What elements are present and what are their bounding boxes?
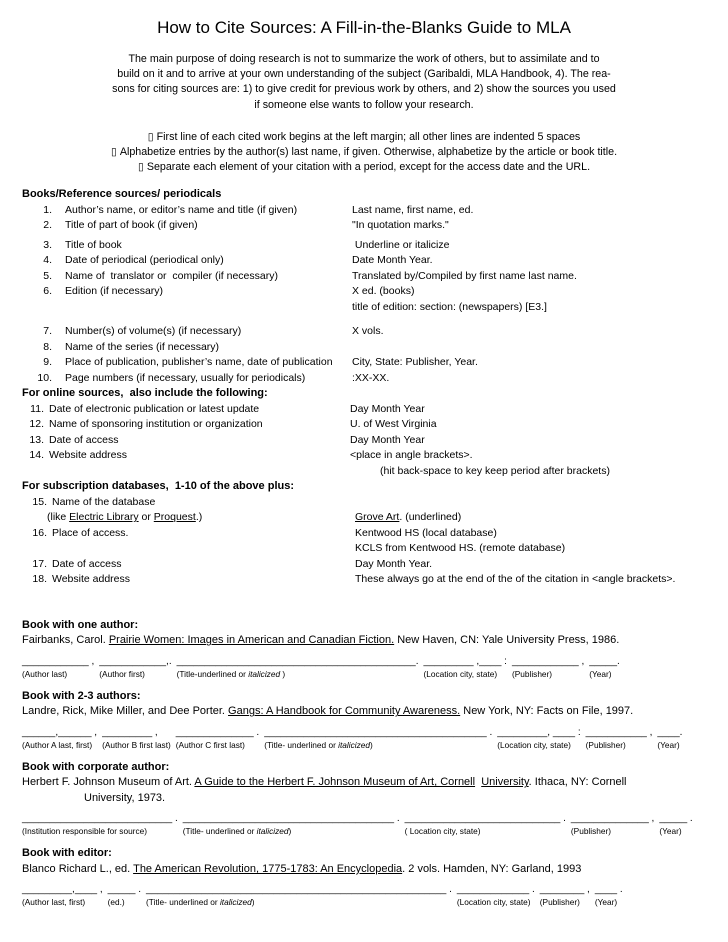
row-description: Number(s) of volume(s) (if necessary) [65, 325, 242, 338]
fill-in-blanks-row [22, 883, 706, 907]
row-description: Website address [52, 573, 131, 586]
citation-title-underlined: A Guide to the Herbert F. Johnson Museum of Art, Cornell [194, 776, 476, 789]
list-row [22, 495, 706, 511]
fill-in-segment [264, 726, 492, 750]
blank-line: ______________________________________________________ . [146, 884, 452, 896]
example-editor [22, 846, 706, 907]
list-row [22, 203, 706, 219]
fill-in-segment [176, 726, 259, 750]
blank-label: (Title- underlined or italicized) [264, 739, 373, 750]
blank-line: ___________________________ . [22, 813, 178, 825]
fill-in-segment [22, 655, 94, 679]
list-row [22, 572, 706, 588]
row-format: U. of West Virginia [350, 418, 437, 431]
example-one-author [22, 618, 706, 679]
row-number: 16. [32, 526, 47, 539]
fill-in-blanks-row [22, 726, 706, 750]
row-format: Day Month Year [350, 433, 425, 446]
row-format: Kentwood HS (local database) [355, 526, 497, 539]
list-row [22, 238, 706, 254]
list-row [22, 541, 706, 557]
row-description: Name of the database [52, 495, 156, 508]
blank-line: ____ . [594, 884, 623, 896]
row-number: 6. [43, 285, 52, 298]
blank-label: (Year) [659, 826, 682, 837]
blank-label: (Location city, state) [497, 739, 571, 750]
row-description: Date of access [49, 433, 119, 446]
row-description: Date of periodical (periodical only) [65, 254, 224, 267]
fill-in-segment [405, 812, 566, 836]
bullet-text: Alphabetize entries by the author(s) last name, if given. Otherwise, alphabetize by the article or book title. [119, 146, 618, 159]
fill-in-segment [102, 726, 171, 750]
blank-label: (Year) [657, 739, 680, 750]
list-row [22, 324, 706, 340]
blank-label: (Author B first last) [102, 739, 171, 750]
row-number: 15. [32, 495, 47, 508]
citation-title-underlined: Gangs: A Handbook for Community Awareness. [228, 705, 461, 718]
blank-label: (Location city, state) [456, 897, 531, 908]
list-row [22, 464, 706, 480]
underlined-term: Proquest [153, 511, 196, 524]
row-format: City, State: Publisher, Year. [352, 356, 478, 369]
row-number: 3. [43, 238, 52, 251]
row-description: Website address [49, 449, 128, 462]
row-description: Title of part of book (if given) [65, 219, 198, 232]
blank-line: ___________ , [585, 726, 653, 738]
blank-label: (Author A last, first) [22, 739, 93, 750]
blank-label: (ed.) [107, 897, 125, 908]
blank-label: (Publisher) [539, 897, 580, 908]
row-format: These always go at the end of the of the citation in <angle brackets>. [355, 573, 676, 586]
row-number: 8. [43, 340, 52, 353]
fill-in-segment [108, 883, 141, 907]
list-row [22, 218, 706, 234]
row-number: 1. [43, 203, 52, 216]
row-number: 5. [43, 269, 52, 282]
row-format: KCLS from Kentwood HS. (remote database) [355, 542, 566, 555]
example-heading: Book with editor: [22, 847, 112, 860]
list-row [22, 253, 706, 269]
box-bullet-icon: ▯ [137, 161, 144, 174]
blank-label: ( Location city, state) [404, 826, 481, 837]
row-description [65, 300, 352, 316]
box-bullet-icon: ▯ [147, 130, 154, 143]
row-description: Name of sponsoring institution or organization [49, 418, 263, 431]
list-row [22, 284, 706, 300]
blank-line: ______,______ , [22, 726, 98, 738]
underlined-term: Electric Library [69, 511, 139, 524]
blank-line: ________________________________________ . [264, 726, 493, 738]
row-format: title of edition: section: (newspapers) [E3.] [352, 300, 547, 313]
blank-line: _____. [589, 655, 620, 667]
blank-label: (Year) [594, 897, 618, 908]
row-number: 14. [29, 449, 44, 462]
fill-in-segment [457, 883, 535, 907]
row-number: 9. [43, 356, 52, 369]
blank-label: (Title- underlined or italicized) [182, 826, 292, 837]
row-number: 13. [29, 433, 44, 446]
row-number: 11. [30, 402, 44, 415]
list-row [22, 557, 706, 573]
row-description: Edition (if necessary) [65, 285, 164, 298]
blank-label: (Institution responsible for source) [22, 826, 147, 837]
row-format: <place in angle brackets>. [350, 449, 473, 462]
fill-in-segment [22, 812, 178, 836]
fill-in-segment [586, 726, 653, 750]
row-description: Author’s name, or editor’s name and title (if given) [65, 203, 298, 216]
blank-line: _____ . [107, 884, 142, 896]
blank-line: _________ , [102, 726, 158, 738]
blank-line: ______________________________________ . [182, 813, 400, 825]
list-row [22, 269, 706, 285]
page-title: How to Cite Sources: A Fill-in-the-Blanks Guide to MLA [157, 18, 571, 37]
row-format: Date Month Year. [352, 254, 433, 267]
blank-label: (Publisher) [511, 668, 553, 679]
list-row [22, 448, 706, 464]
blank-line: _____ . [659, 813, 693, 825]
citation-title-underlined: The American Revolution, 1775-1783: An Encyclopedia [133, 862, 403, 875]
example-two-three-authors [22, 689, 706, 750]
blank-line: ___________________________________________. [176, 655, 419, 667]
list-row [22, 526, 706, 542]
underlined-term: Grove Art [355, 511, 400, 524]
fill-in-blanks-row [22, 655, 706, 679]
blank-line: ____. [657, 726, 683, 738]
row-format: X ed. (books) [352, 285, 415, 298]
citation-title-underlined: University [481, 776, 529, 789]
citation-line: Herbert F. Johnson Museum of Art. A Guide to the Herbert F. Johnson Museum of Art, Cornell University. Ithaca, NY: Cornell [22, 776, 627, 789]
intro-line: The main purpose of doing research is not to summarize the work of others, but to assimilate and to [128, 53, 600, 65]
row-number: 10. [37, 371, 52, 384]
row-description: Title of book [65, 238, 122, 251]
row-number: 12. [29, 418, 44, 431]
example-heading: Book with corporate author: [22, 760, 170, 773]
list-row [22, 340, 706, 356]
books-section-heading: Books/Reference sources/ periodicals [22, 188, 222, 201]
row-description: (like Electric Library or Proquest.) [47, 511, 203, 524]
row-description: Place of access. [52, 526, 129, 539]
row-number: 4. [43, 254, 52, 267]
fill-in-segment [571, 812, 654, 836]
online-note: (hit back-space to key keep period after brackets) [380, 464, 610, 477]
list-row [22, 510, 706, 526]
blank-line: _____________ . [456, 884, 535, 896]
blank-label: (Year) [589, 668, 612, 679]
fill-in-segment [146, 883, 452, 907]
row-description: Date of electronic publication or latest update [49, 402, 260, 415]
blank-line: _________, ____ : [497, 726, 581, 738]
example-heading: Book with 2-3 authors: [22, 689, 141, 702]
list-row [22, 300, 706, 316]
row-number: 17. [32, 557, 47, 570]
bullet-item [22, 145, 706, 160]
row-format [352, 340, 706, 356]
list-row [22, 433, 706, 449]
row-format: Day Month Year. [355, 557, 433, 570]
blank-label: (Author first) [99, 668, 145, 679]
row-format: Underline or italicize [352, 238, 450, 251]
list-row [22, 355, 706, 371]
blank-line: _________,____ , [22, 884, 103, 896]
row-number: 2. [43, 219, 52, 232]
fill-in-blanks-row [22, 812, 706, 836]
blank-label: (Title- underlined or italicized) [146, 897, 255, 908]
blank-label: (Publisher) [570, 826, 612, 837]
fill-in-segment [497, 726, 580, 750]
blank-label: (Publisher) [585, 739, 626, 750]
blank-line: ____________________________ . [404, 813, 566, 825]
blank-line: ________ , [539, 884, 590, 896]
fill-in-segment [595, 883, 623, 907]
fill-in-segment [177, 655, 419, 679]
citation-line: Blanco Richard L., ed. The American Revolution, 1775-1783: An Encyclopedia. 2 vols. Hamden, NY: Garland, 1993 [22, 862, 582, 875]
example-corporate-author [22, 760, 706, 837]
blank-line: ____________ , [22, 655, 95, 667]
row-description: Place of publication, publisher’s name, date of publication [65, 356, 333, 369]
row-description: Name of the series (if necessary) [65, 340, 220, 353]
citation-line: Fairbanks, Carol. Prairie Women: Images in American and Canadian Fiction. New Haven, CN: Yale University Press, 1986. [22, 634, 620, 647]
fill-in-segment [22, 883, 103, 907]
blank-label: (Location city, state) [423, 668, 498, 679]
blank-label: (Author last) [22, 668, 68, 679]
blank-line: ______________ , [570, 813, 655, 825]
row-format: X vols. [352, 325, 384, 338]
row-description: Name of translator or compiler (if necessary) [65, 269, 278, 282]
row-format: "In quotation marks." [352, 219, 449, 232]
blank-label: (Author last, first) [22, 897, 86, 908]
citation-line: Landre, Rick, Mike Miller, and Dee Porter. Gangs: A Handbook for Community Awareness. New York, NY: Facts on File, 1997. [22, 705, 634, 718]
bullet-item [22, 160, 706, 175]
fill-in-segment [589, 655, 620, 679]
bullet-list [22, 130, 706, 176]
row-description: Date of access [52, 557, 122, 570]
fill-in-segment [22, 726, 97, 750]
fill-in-segment [540, 883, 590, 907]
blank-line: ____________,. [99, 655, 172, 667]
fill-in-segment [99, 655, 171, 679]
online-section-heading: For online sources, also include the following: [22, 387, 268, 400]
fill-in-segment [657, 726, 682, 750]
blank-label: (Title-underlined or italicized ) [176, 668, 286, 679]
box-bullet-icon: ▯ [110, 146, 117, 159]
list-row [22, 402, 706, 418]
row-description: Page numbers (if necessary, usually for periodicals) [65, 371, 306, 384]
fill-in-segment [183, 812, 400, 836]
row-number: 7. [43, 325, 52, 338]
blank-line: ______________ . [175, 726, 260, 738]
list-row [22, 417, 706, 433]
row-format: Grove Art. (underlined) [355, 511, 462, 524]
bullet-text: First line of each cited work begins at the left margin; all other lines are indented 5 spaces [156, 130, 581, 143]
citation-title-underlined: Prairie Women: Images in American and Canadian Fiction. [108, 634, 395, 647]
intro-paragraph [22, 52, 706, 113]
intro-line: if someone else wants to follow your research. [254, 98, 474, 111]
subscription-section-heading: For subscription databases, 1-10 of the above plus: [22, 480, 295, 493]
intro-line: build on it and to arrive at your own understanding of the subject (Garibaldi, MLA Handbook, 4). The rea- [117, 68, 611, 81]
bullet-text: Separate each element of your citation with a period, except for the access date and the URL. [146, 161, 591, 174]
list-row [22, 371, 706, 387]
row-number: 18. [32, 573, 47, 586]
row-format: :XX-XX. [352, 371, 390, 384]
intro-line: sons for citing sources are: 1) to give credit for previous work by others, and 2) show the sources you used [112, 83, 616, 96]
blank-line: ____________ , [511, 655, 585, 667]
example-heading: Book with one author: [22, 618, 139, 631]
row-format: Day Month Year [350, 402, 425, 415]
fill-in-segment [512, 655, 584, 679]
bullet-item [22, 130, 706, 145]
row-number [22, 300, 52, 316]
row-format: Translated by/Compiled by first name last name. [352, 269, 577, 282]
row-format: Last name, first name, ed. [352, 203, 474, 216]
blank-label: (Author C first last) [175, 739, 245, 750]
fill-in-segment [424, 655, 507, 679]
fill-in-segment [659, 812, 692, 836]
citation-line-continued: University, 1973. [84, 791, 166, 804]
blank-line: _________ ,____ : [423, 655, 507, 667]
